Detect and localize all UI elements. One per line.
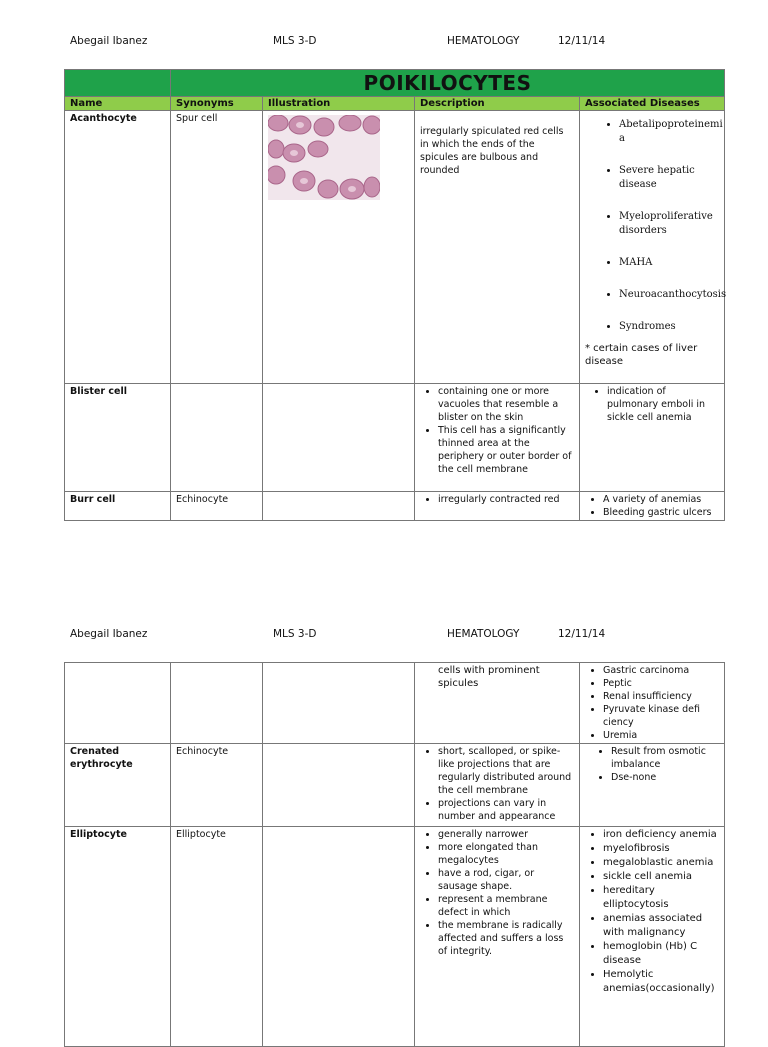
cell-illustration: [263, 827, 415, 1047]
subject: HEMATOLOGY: [447, 628, 520, 640]
cell-name: Burr cell: [65, 492, 171, 521]
cell-illustration: [263, 492, 415, 521]
list-item: • Dse-none: [611, 771, 719, 784]
cell-illustration: [263, 384, 415, 492]
list-item: • short, scalloped, or spike-like projections that are regularly distributed around the cell membrane: [438, 745, 574, 797]
list-item: • generally narrower: [438, 828, 574, 841]
table-row: [65, 384, 725, 492]
burr-diseases: [585, 493, 719, 519]
list-item: • Hemolytic anemias(occasionally): [603, 968, 719, 996]
list-item: • hereditary elliptocytosis: [603, 884, 719, 912]
acanthocyte-diseases: [585, 118, 727, 334]
cell-synonym: Elliptocyte: [171, 827, 263, 1047]
cell-diseases: [580, 384, 725, 492]
date: 12/11/14: [558, 35, 606, 47]
list-item: • containing one or more vacuoles that resemble a blister on the skin: [438, 385, 574, 424]
poikilocytes-table-continued: [64, 662, 725, 1047]
list-item: • iron deficiency anemia: [603, 828, 719, 842]
cell-description: [415, 827, 580, 1047]
date: 12/11/14: [558, 628, 606, 640]
cell-description: [415, 744, 580, 827]
author-name: Abegail Ibanez: [70, 35, 148, 47]
col-name: Name: [65, 97, 171, 111]
title-row: [65, 70, 725, 97]
author-name: Abegail Ibanez: [70, 628, 148, 640]
crenated-description: [420, 745, 574, 823]
table-row: [65, 111, 725, 384]
cell-illustration: [263, 663, 415, 744]
list-item: • Myeloproliferative disorders: [619, 210, 719, 238]
cell-description: [415, 384, 580, 492]
list-item: • Neuroacanthocytosis: [619, 288, 719, 302]
subject: HEMATOLOGY: [447, 35, 520, 47]
acanthocyte-description: irregularly spiculated red cells in which the ends of the spicules are bulbous and rounded: [420, 126, 564, 176]
list-item: • Abetalipoproteinemi a: [619, 118, 719, 146]
list-item: • hemoglobin (Hb) C disease: [603, 940, 719, 968]
table-row: [65, 663, 725, 744]
cell-illustration: [263, 744, 415, 827]
col-diseases: Associated Diseases: [580, 97, 725, 111]
table-row: [65, 492, 725, 521]
cell-diseases: [580, 744, 725, 827]
col-description: Description: [415, 97, 580, 111]
list-item: • Peptic: [603, 677, 719, 690]
list-item: • have a rod, cigar, or sausage shape.: [438, 867, 574, 893]
cell-description: [415, 663, 580, 744]
cell-diseases: [580, 827, 725, 1047]
section: MLS 3-D: [273, 628, 317, 640]
cell-name: Blister cell: [65, 384, 171, 492]
burr-description-cont: cells with prominent spicules: [438, 665, 540, 689]
list-item: • Uremia: [603, 729, 719, 742]
list-item: • anemias associated with malignancy: [603, 912, 719, 940]
table-row: [65, 744, 725, 827]
burr-diseases-cont: [585, 664, 719, 742]
table-title: POIKILOCYTES: [363, 71, 532, 95]
list-item: • irregularly contracted red: [438, 493, 574, 506]
list-item: • Pyruvate kinase defi ciency: [603, 703, 719, 729]
list-item: • Severe hepatic disease: [619, 164, 719, 192]
cell-description: [415, 111, 580, 384]
cell-name: Acanthocyte: [65, 111, 171, 384]
list-item: • Renal insufficiency: [603, 690, 719, 703]
list-item: • indication of pulmonary emboli in sickle cell anemia: [607, 385, 719, 424]
cell-name: Elliptocyte: [65, 827, 171, 1047]
list-item: • This cell has a significantly thinned area at the periphery or outer border of the cell membrane: [438, 424, 574, 476]
cell-name: [65, 663, 171, 744]
col-illustration: Illustration: [263, 97, 415, 111]
list-item: • Syndromes: [619, 320, 719, 334]
list-item: • Bleeding gastric ulcers: [603, 506, 719, 519]
elliptocyte-diseases: [585, 828, 719, 996]
section: MLS 3-D: [273, 35, 317, 47]
list-item: • represent a membrane defect in which: [438, 893, 574, 919]
table-row: [65, 827, 725, 1047]
cell-diseases: [580, 663, 725, 744]
column-header-row: [65, 97, 725, 111]
list-item: • myelofibrosis: [603, 842, 719, 856]
cell-synonym: Echinocyte: [171, 492, 263, 521]
col-synonyms: Synonyms: [171, 97, 263, 111]
acanthocyte-note: * certain cases of liver disease: [585, 343, 698, 367]
cell-description: [415, 492, 580, 521]
list-item: • Result from osmotic imbalance: [611, 745, 719, 771]
blister-description: [420, 385, 574, 476]
list-item: • MAHA: [619, 256, 719, 270]
cell-illustration: [263, 111, 415, 384]
list-item: • Gastric carcinoma: [603, 664, 719, 677]
cell-name: Crenated erythrocyte: [65, 744, 171, 827]
elliptocyte-description: [420, 828, 574, 958]
list-item: • the membrane is radically affected and suffers a loss of integrity.: [438, 919, 574, 958]
title-cell: [171, 70, 725, 97]
list-item: • projections can vary in number and appearance: [438, 797, 574, 823]
burr-description: [420, 493, 574, 506]
list-item: • megaloblastic anemia: [603, 856, 719, 870]
cell-synonym: Spur cell: [171, 111, 263, 384]
blister-diseases: [585, 385, 719, 424]
list-item: • A variety of anemias: [603, 493, 719, 506]
list-item: • sickle cell anemia: [603, 870, 719, 884]
cell-synonym: Echinocyte: [171, 744, 263, 827]
cell-diseases: [580, 492, 725, 521]
acanthocyte-image: [268, 115, 380, 200]
cell-synonym: [171, 384, 263, 492]
cell-synonym: [171, 663, 263, 744]
crenated-diseases: [585, 745, 719, 784]
cell-diseases: [580, 111, 725, 384]
list-item: • more elongated than megalocytes: [438, 841, 574, 867]
poikilocytes-table: [64, 69, 725, 521]
title-blank-cell: [65, 70, 171, 97]
